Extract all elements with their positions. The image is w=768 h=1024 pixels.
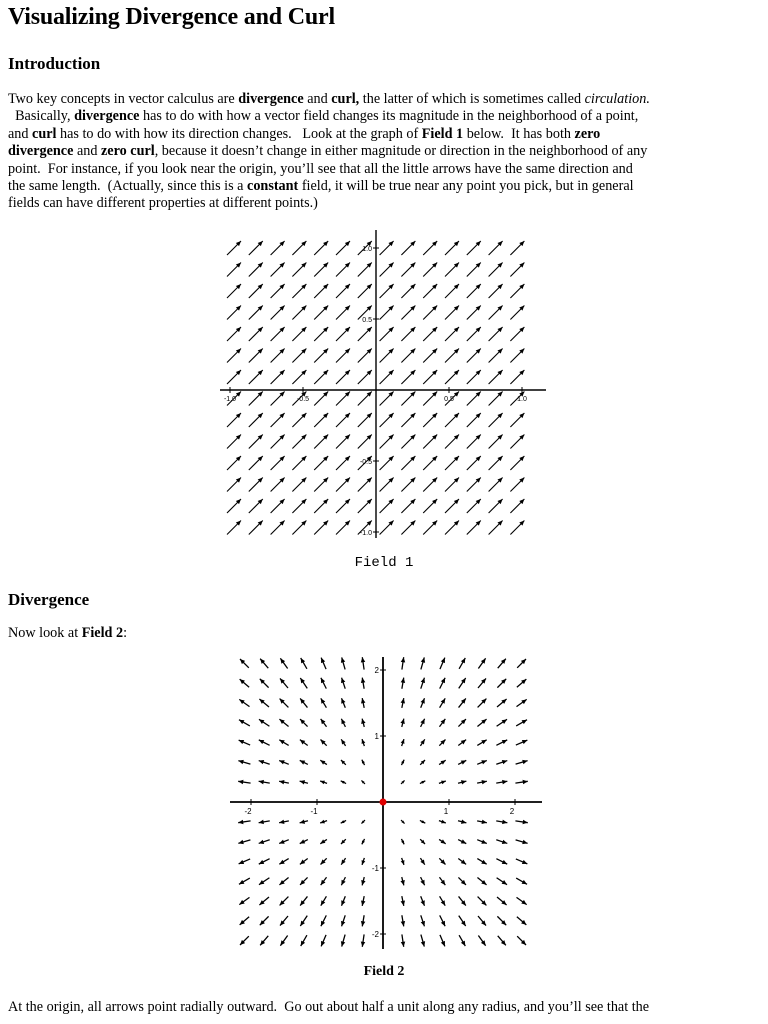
text-line — [8, 108, 760, 125]
text-run: : — [123, 625, 128, 641]
arrow-head — [361, 678, 365, 683]
arrow-head — [259, 780, 264, 784]
arrow-head — [401, 739, 405, 744]
y-tick-label: 1.0 — [362, 246, 372, 253]
text-run: , because it doesn’t change in either magnitude or direction in the neighborhood of any — [154, 143, 648, 160]
closing-paragraph — [8, 999, 760, 1016]
y-tick-label: -1 — [371, 864, 379, 873]
arrow-head — [502, 820, 507, 824]
text-line — [8, 126, 760, 143]
arrow-head — [362, 739, 366, 744]
y-tick-label: -0.5 — [359, 459, 372, 466]
text-line — [8, 178, 760, 195]
x-tick-label: 0.5 — [444, 396, 454, 403]
text-run: Two key concepts in vector calculus are — [8, 91, 239, 107]
arrow-head — [361, 698, 365, 703]
section-heading-divergence: Divergence — [8, 590, 90, 609]
arrow-head — [502, 780, 507, 784]
bold-term: zero — [574, 125, 601, 142]
x-tick-label: -1.0 — [223, 396, 237, 403]
text-run: the latter of which is sometimes called — [359, 91, 585, 107]
y-tick-label: 0.5 — [362, 317, 372, 324]
x-tick-label: 1.0 — [517, 396, 527, 403]
text-run: Basically, — [8, 108, 75, 125]
arrow-head — [401, 678, 405, 683]
divergence-paragraph — [8, 625, 760, 642]
arrow-head — [362, 860, 366, 865]
field-1-caption: Field 1 — [354, 555, 414, 571]
x-tick-label: 1 — [443, 807, 449, 816]
arrow-head — [502, 840, 507, 844]
x-tick-label: -2 — [244, 807, 252, 816]
arrow-head — [279, 780, 284, 784]
text-run: the same length. (Actually, since this is a — [8, 178, 248, 195]
bold-term: divergence — [74, 108, 140, 125]
italic-term: circulation. — [584, 91, 650, 107]
bold-term: curl, — [331, 91, 360, 107]
text-run: has to do with how a vector field changes its magnitude in the neighborhood of a point, — [139, 108, 639, 125]
bold-term: divergence — [8, 143, 74, 160]
arrow-head — [401, 698, 405, 703]
bold-term: curl — [32, 125, 57, 142]
y-tick-label: 2 — [374, 666, 379, 675]
arrow-head — [421, 678, 425, 683]
text-line — [8, 195, 760, 212]
text-line — [8, 143, 760, 160]
arrow-head — [421, 921, 425, 926]
text-run: field, it will be true near any point you pick, but in general — [298, 178, 634, 195]
arrow-head — [441, 781, 446, 785]
arrow-head — [361, 921, 365, 926]
arrow-head — [401, 860, 405, 865]
text-line — [8, 161, 760, 178]
arrow-head — [259, 820, 264, 824]
text-run: has to do with how its direction changes. Look at the graph of — [56, 125, 422, 142]
text-line — [8, 91, 760, 108]
arrow-head — [320, 781, 325, 785]
bold-term: zero curl — [101, 143, 155, 160]
arrow-head — [482, 820, 487, 824]
intro-paragraph — [8, 91, 760, 213]
page-title: Visualizing Divergence and Curl — [8, 4, 335, 30]
field-2-plot — [228, 655, 544, 951]
arrow-head — [401, 921, 405, 926]
bold-term: constant — [247, 178, 299, 195]
section-heading-introduction: Introduction — [8, 54, 101, 73]
arrow-head — [441, 820, 446, 824]
bold-term: Field 2 — [81, 625, 124, 641]
field-1-plot — [218, 228, 548, 540]
text-run: below. It has both — [463, 125, 575, 142]
arrow-head — [341, 921, 345, 926]
arrow-head — [341, 678, 345, 683]
text-line — [8, 999, 760, 1016]
text-run: point. For instance, if you look near the origin, you’ll see that all the little arrows have the same direction and — [8, 160, 633, 177]
arrow-head — [320, 820, 325, 824]
text-line — [8, 625, 760, 642]
text-run: Now look at — [8, 625, 82, 641]
y-tick-label: -1.0 — [359, 530, 372, 537]
text-run: At the origin, all arrows point radially outward. Go out about half a unit along any radius, and you’ll see that the — [8, 999, 650, 1015]
y-tick-label: 1 — [374, 732, 379, 741]
arrow-head — [259, 760, 264, 764]
y-tick-label: -2 — [371, 930, 379, 939]
text-run: fields can have different properties at different points.) — [8, 195, 318, 212]
x-tick-label: 2 — [509, 807, 515, 816]
arrow-head — [482, 780, 487, 784]
bold-term: Field 1 — [421, 125, 464, 142]
arrow-head — [259, 840, 264, 844]
text-run: and — [303, 91, 332, 107]
x-tick-label: -1 — [310, 807, 318, 816]
text-run: and — [73, 143, 101, 160]
arrow-head — [401, 901, 405, 906]
arrow-head — [361, 901, 365, 906]
bold-term: divergence — [238, 91, 304, 107]
arrow-head — [502, 760, 507, 764]
origin-point — [380, 799, 387, 806]
x-tick-label: -0.5 — [296, 396, 310, 403]
text-run: and — [8, 125, 33, 142]
arrow-head — [279, 820, 284, 824]
field-2-caption: Field 2 — [363, 964, 405, 979]
